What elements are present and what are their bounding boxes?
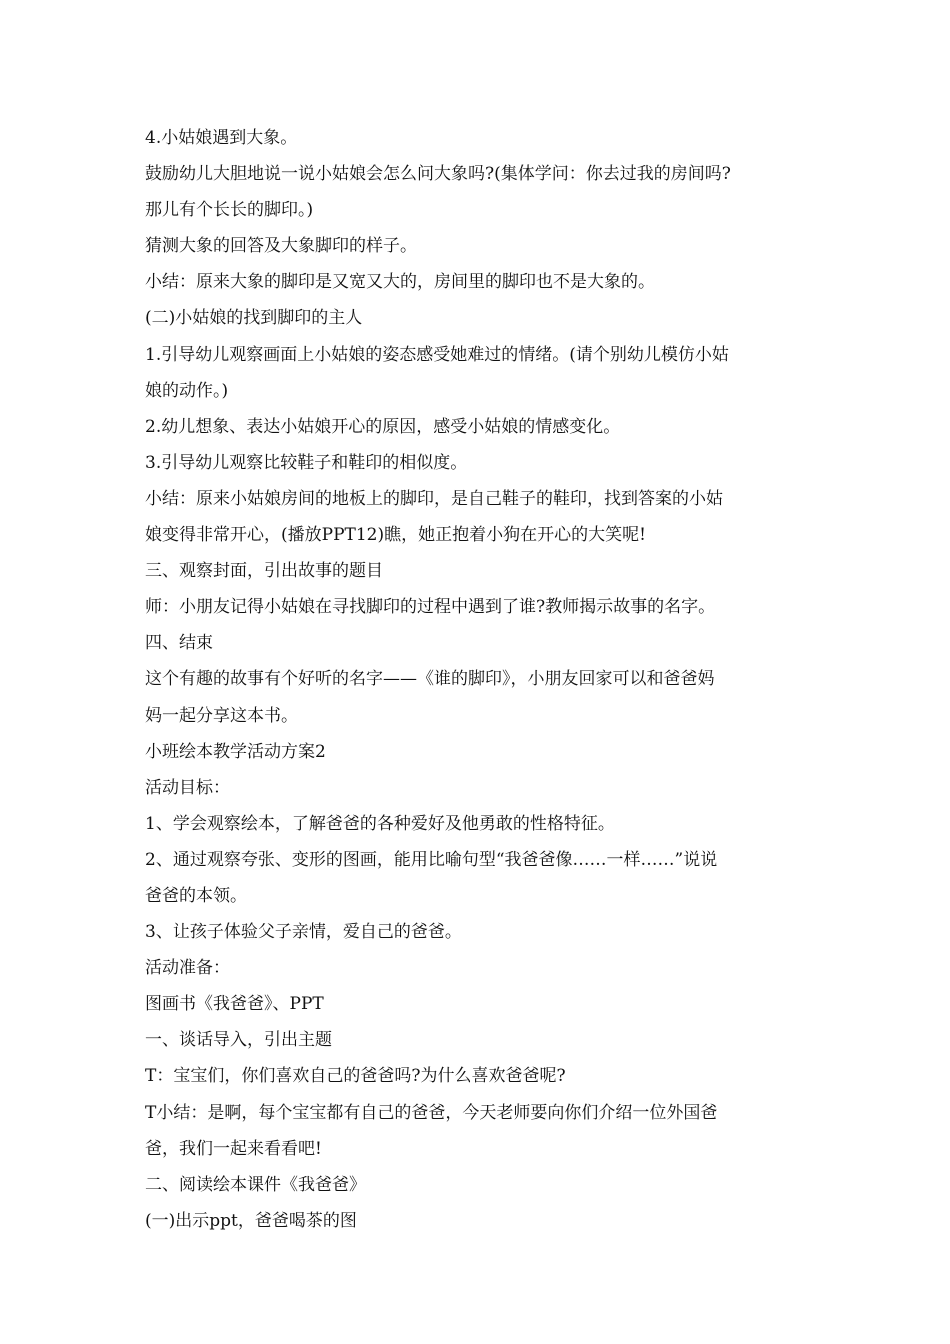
section-heading: (二)小姑娘的找到脚印的主人 — [145, 308, 363, 329]
text-line: 娘变得非常开心，(播放PPT12)瞧，她正抱着小狗在开心的大笑呢! — [145, 525, 646, 546]
section-heading: 四、结束 — [145, 633, 213, 654]
text-line: (一)出示ppt，爸爸喝茶的图 — [145, 1210, 357, 1231]
text-line: 妈一起分享这本书。 — [145, 705, 298, 726]
text-line: 小结：原来大象的脚印是又宽又大的，房间里的脚印也不是大象的。 — [145, 272, 655, 293]
text-line: 师：小朋友记得小姑娘在寻找脚印的过程中遇到了谁?教师揭示故事的名字。 — [145, 597, 716, 618]
section-heading: 活动目标： — [145, 777, 230, 798]
section-heading: 二、阅读绘本课件《我爸爸》 — [145, 1174, 366, 1195]
text-line: 1、学会观察绘本，了解爸爸的各种爱好及他勇敢的性格特征。 — [145, 813, 615, 834]
text-line: 娘的动作。) — [145, 380, 229, 401]
text-line: 鼓励幼儿大胆地说一说小姑娘会怎么问大象吗?(集体学问：你去过我的房间吗? — [145, 164, 731, 185]
document-title: 小班绘本教学活动方案2 — [145, 741, 326, 762]
text-line: 2.幼儿想象、表达小姑娘开心的原因，感受小姑娘的情感变化。 — [145, 416, 621, 437]
text-line: 小结：原来小姑娘房间的地板上的脚印，是自己鞋子的鞋印，找到答案的小姑 — [145, 488, 723, 509]
text-line: 4.小姑娘遇到大象。 — [145, 128, 298, 148]
section-heading: 三、观察封面，引出故事的题目 — [145, 561, 383, 582]
text-line: 爸，我们一起来看看吧! — [145, 1138, 322, 1159]
text-line: T：宝宝们，你们喜欢自己的爸爸吗?为什么喜欢爸爸呢? — [145, 1066, 566, 1087]
text-line: 爸爸的本领。 — [145, 885, 247, 906]
section-heading: 活动准备： — [145, 958, 230, 979]
text-line: 3.引导幼儿观察比较鞋子和鞋印的相似度。 — [145, 452, 468, 473]
text-line: T小结：是啊，每个宝宝都有自己的爸爸，今天老师要向你们介绍一位外国爸 — [145, 1102, 718, 1123]
text-line: 那儿有个长长的脚印。) — [145, 200, 314, 221]
text-line: 猜测大象的回答及大象脚印的样子。 — [145, 236, 417, 257]
text-line: 图画书《我爸爸》、PPT — [145, 994, 324, 1015]
section-heading: 一、谈话导入，引出主题 — [145, 1030, 332, 1051]
text-line: 1.引导幼儿观察画面上小姑娘的姿态感受她难过的情绪。(请个别幼儿模仿小姑 — [145, 344, 729, 365]
text-line: 这个有趣的故事有个好听的名字——《谁的脚印》，小朋友回家可以和爸爸妈 — [145, 669, 715, 690]
text-line: 3、让孩子体验父子亲情，爱自己的爸爸。 — [145, 922, 462, 943]
text-line: 2、通过观察夸张、变形的图画，能用比喻句型“我爸爸像……一样……”说说 — [145, 849, 718, 870]
document-body — [145, 120, 810, 1239]
